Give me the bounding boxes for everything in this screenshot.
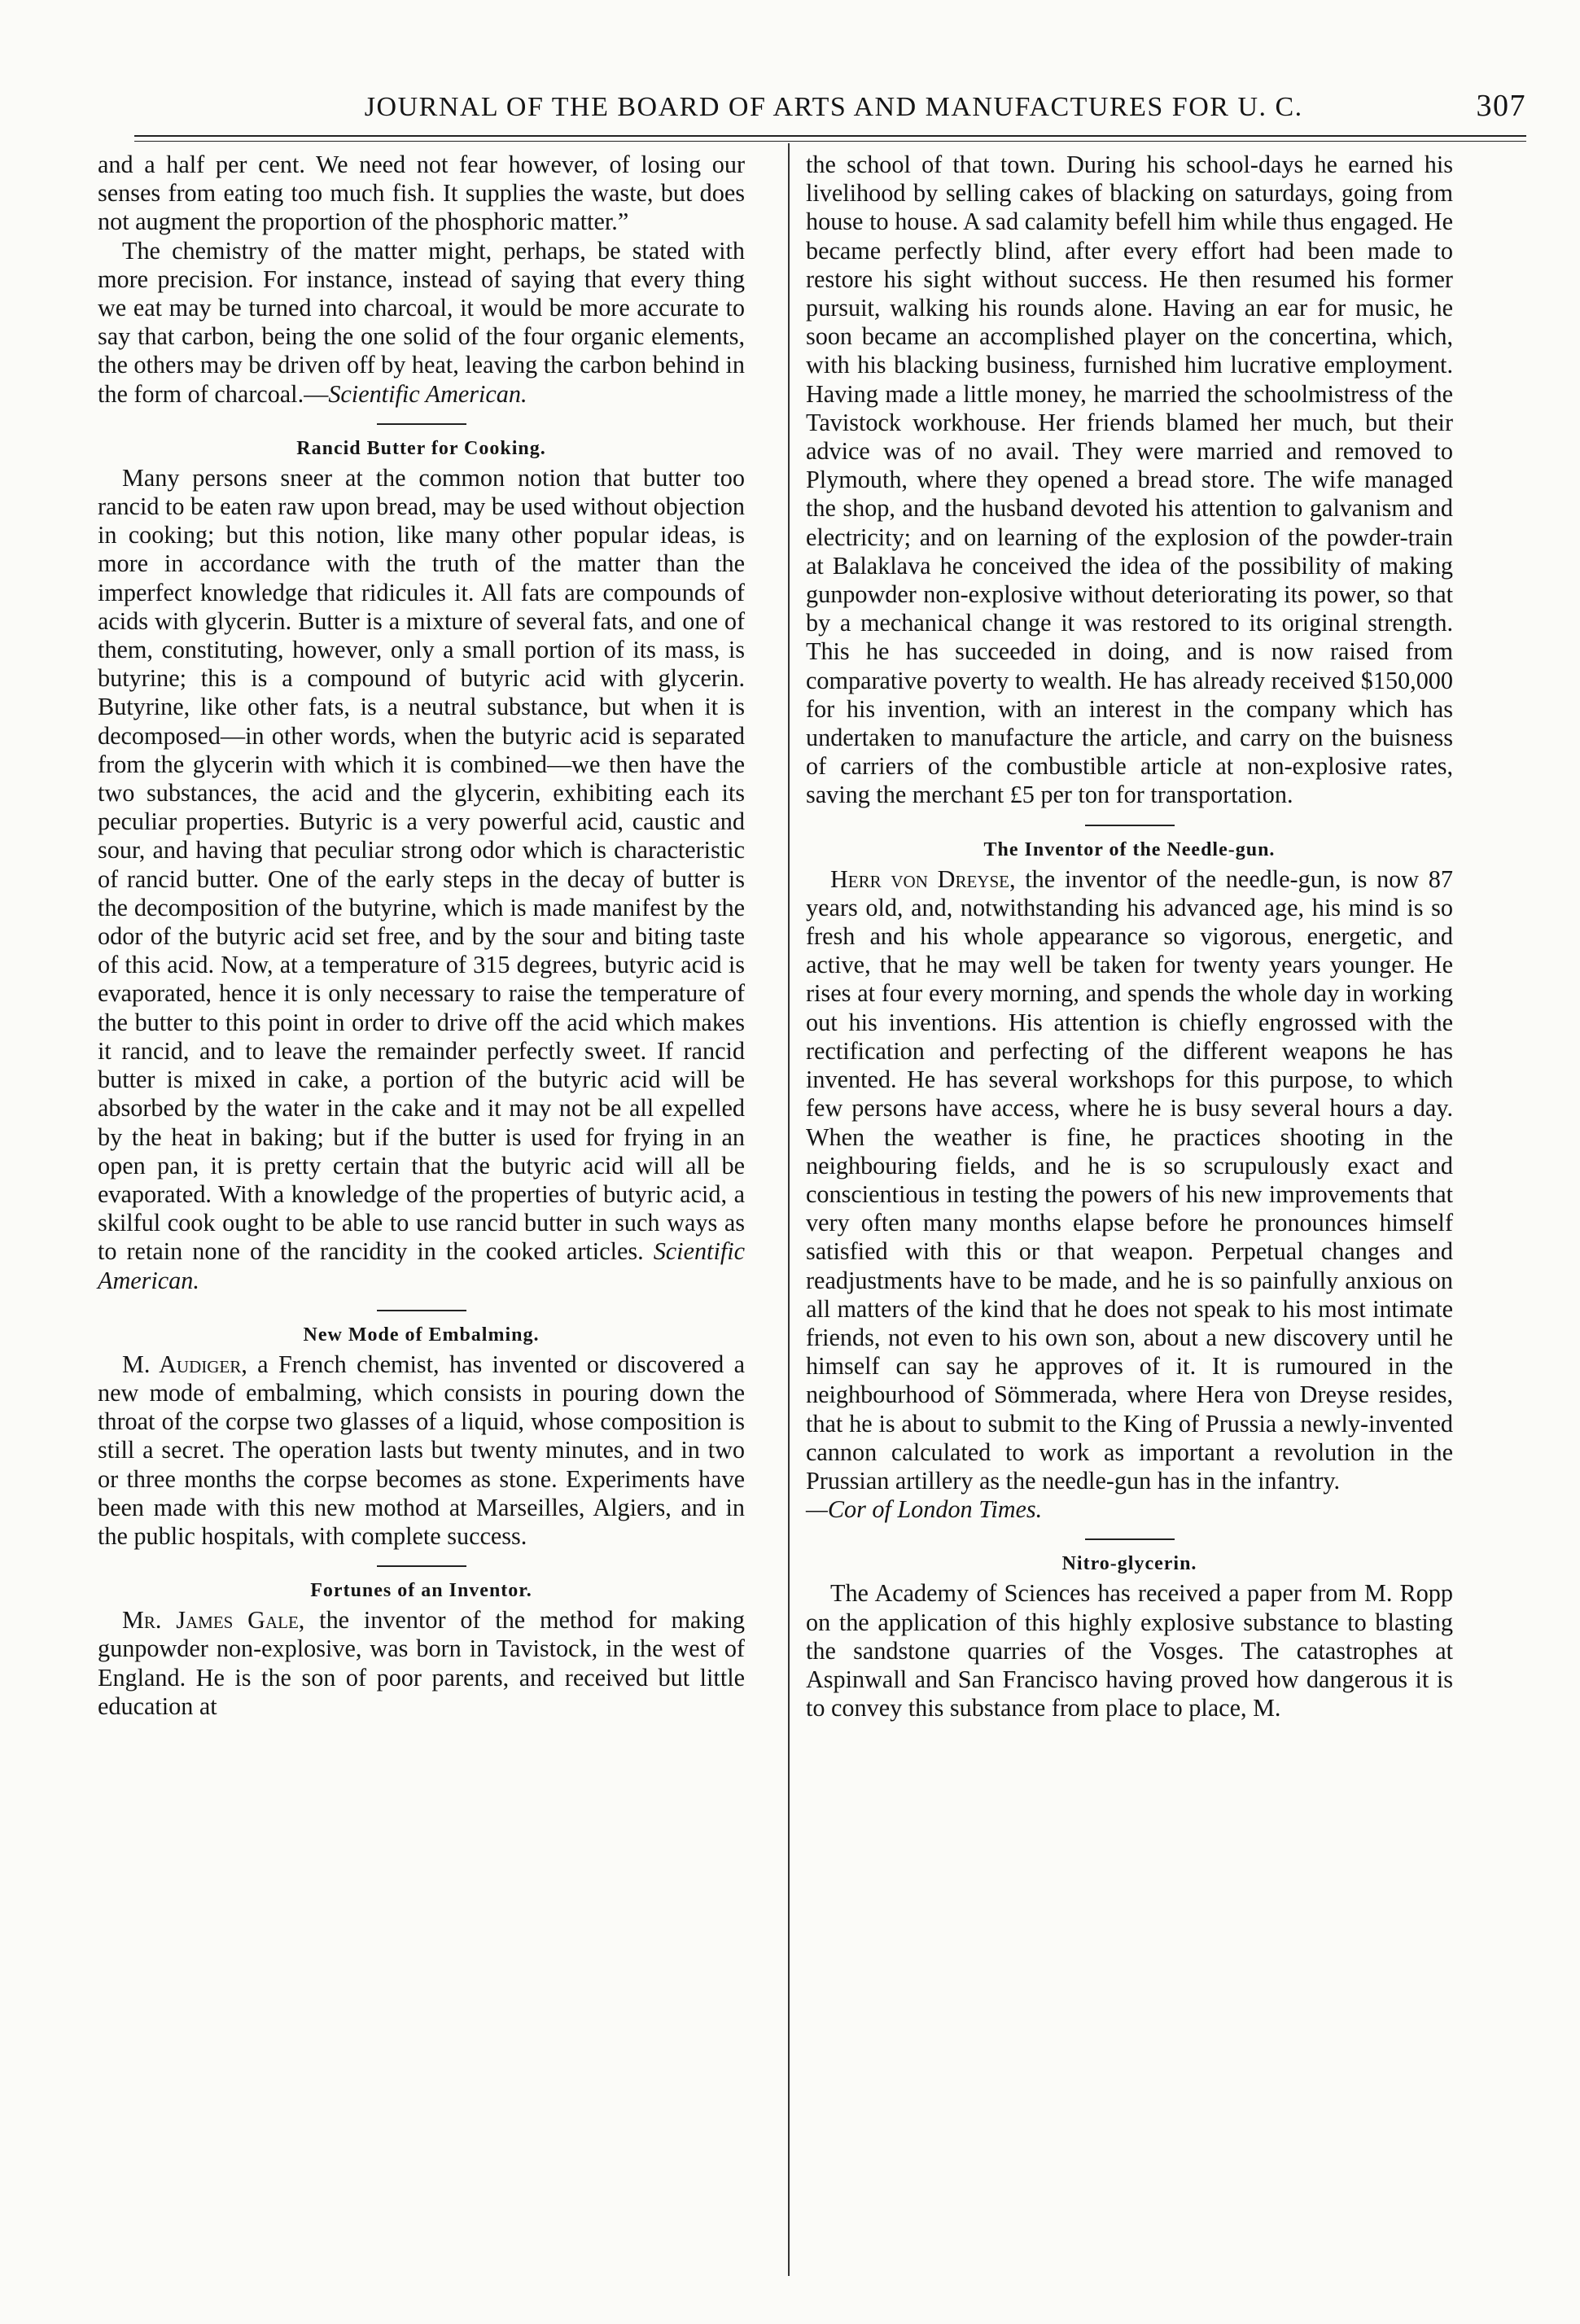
fish-article-end: and a half per cent. We need not fear however, of losing our senses from eating too much fish. It supplies the waste, but does not augment the proportion of the phosphoric matter.”	[98, 151, 745, 236]
section-separator	[1085, 825, 1175, 826]
chemistry-text: The chemistry of the matter might, perhaps, be stated with more precision. For instance, instead of saying that every thing we eat may be turned into charcoal, it would be more accurate to say that carbon, being the one solid of the four organic elements, the others may be driven off by heat, leaving the carbon behind in the form of charcoal.—	[98, 236, 745, 408]
fortunes-continued: the school of that town. During his school-days he earned his livelihood by selling cakes of blacking on saturdays, going from house to house. A sad calamity befell him while thus engaged. He became perfectly blind, after every effort had been made to restore his sight without success. He then resumed his former pursuit, walking his rounds alone. Having an ear for music, he soon became an accomplished player on the concertina, which, with his blacking business, furnished him lucrative employment. Having made a little money, he married the schoolmistress of the Tavistock workhouse. Her friends blamed her much, but their advice was of no avail. They were married and removed to Plymouth, where they opened a bread store. The wife managed the shop, and the husband devoted his attention to galvanism and electricity; and on learning of the explosion of the powder-train at Balaklava he conceived the idea of the possibility of making gunpowder non-explosive without deteriorating its power, so that by a mechanical change it was restored to its original strength. This he has succeeded in doing, and is now raised from comparative poverty to wealth. He has already received $150,000 for his invention, with an interest in the company which has undertaken to manufacture the article, and carry on the buisness of carriers of the combustible article at non-explosive rates, saving the merchant £5 per ton for transportation.	[806, 151, 1453, 809]
needle-gun-text: , the inventor of the needle-gun, is now 87 years old, and, notwithstanding his advanced age, his mind is so fresh and his whole appearance so vigorous, energetic, and active, that he may well be taken for twenty years younger. He rises at four every morning, and spends the whole day in working out his inventions. His attention is chiefly engrossed with the rectification and perfecting of the different weapons he has invented. He has several workshops for this purpose, to which few persons have access, where he is busy several hours a day. When the weather is fine, he practices shooting in the neighbouring fields, and he is so scrupulously exact and conscientious in testing the powers of his new improvements that very often many months elapse before he pronounces himself satisfied with this or that weapon. Perpetual changes and readjustments have to be made, and he is so painfully anxious on all matters of the kind that he does not speak to his most intimate friends, not even to his own son, about a new discovery until he himself can say he approves of it. It is rumoured in the neighbourhood of Sömmerada, where Hera von Dreyse resides, that he is about to submit to the King of Prussia a newly-invented cannon calculated to work as important a revolution in the Prussian artillery as the needle-gun has in the infantry.	[806, 864, 1453, 1495]
rancid-butter-source: Scientific American.	[98, 1237, 746, 1294]
heading-fortunes: Fortunes of an Inventor.	[310, 1580, 532, 1602]
needle-gun-name: Herr von Dreyse	[830, 864, 1009, 893]
rancid-butter-body	[98, 464, 745, 1295]
section-separator	[377, 423, 466, 425]
heading-nitro-glycerin: Nitro-glycerin.	[1061, 1553, 1197, 1575]
header-rule	[134, 135, 1526, 142]
chemistry-paragraph	[98, 237, 745, 409]
needle-gun-source: —Cor of London Times.	[806, 1495, 1043, 1524]
fortunes-body	[98, 1606, 745, 1721]
section-separator	[377, 1565, 466, 1567]
section-separator	[377, 1310, 466, 1311]
page-number: 307	[1476, 89, 1526, 123]
running-title: JOURNAL OF THE BOARD OF ARTS AND MANUFACTURES FOR U. C.	[364, 92, 1303, 122]
section-separator	[1085, 1538, 1175, 1540]
heading-rancid-butter: Rancid Butter for Cooking.	[296, 437, 546, 459]
embalming-text: , a French chemist, has invented or discovered a new mode of embalming, which consists in pouring down the throat of the corpse two glasses of a liquid, whose composition is still a secret. The operation lasts but twenty minutes, and in two or three months the corpse becomes as stone. Experiments have been made with this new mothod at Marseilles, Algiers, and in the public hospitals, with complete success.	[98, 1350, 745, 1550]
chemistry-source: Scientific American.	[328, 379, 527, 408]
left-column	[98, 151, 745, 1721]
needle-gun-body	[806, 865, 1453, 1525]
nitro-glycerin-body: The Academy of Sciences has received a paper from M. Ropp on the application of this highly explosive substance to blasting the sandstone quarries of the Vosges. The catastrophes at Aspinwall and San Francisco having proved how dangerous it is to convey this substance from place to place, M.	[806, 1579, 1453, 1722]
column-divider	[788, 143, 790, 2276]
right-column	[806, 151, 1453, 1722]
embalming-name: M. Audiger	[122, 1350, 242, 1378]
rancid-butter-text: Many persons sneer at the common notion that butter too rancid to be eaten raw upon bread, may be used without objection in cooking; but this notion, like many other popular ideas, is more in accordance with the truth of the matter than the imperfect knowledge that ridicules it. All fats are compounds of acids with glycerin. Butter is a mixture of several fats, and one of them, constituting, however, only a small portion of its mass, is butyrine; this is a compound of butyric acid with glycerin. Butyrine, like other fats, is a neutral substance, but when it is decomposed—in other words, when the butyric acid is separated from the glycerin with which it is combined—we then have the two substances, the acid and the glycerin, exhibiting each its peculiar properties. Butyric is a very powerful acid, caustic and sour, and having that peculiar strong odor which is characteristic of rancid butter. One of the early steps in the decay of butter is the decomposition of the butyrine, which is made manifest by the odor of the butyric acid set free, and by the sour and biting taste of this acid. Now, at a temperature of 315 degrees, butyric acid is evaporated, hence it is only necessary to raise the temperature of the butter to this point in order to drive off the acid which makes it rancid, and to leave the remainder perfectly sweet. If rancid butter is mixed in cake, a portion of the butyric acid will be absorbed by the water in the cake and it may not be all expelled by the heat in baking; but if the butter is used for frying in an open pan, it is pretty certain that the butyric acid will all be evaporated. With a knowledge of the properties of butyric acid, a skilful cook ought to be able to use rancid butter in such ways as to retain none of the rancidity in the cooked articles.	[98, 463, 745, 1266]
heading-embalming: New Mode of Embalming.	[303, 1324, 540, 1346]
fortunes-name: Mr. James Gale	[122, 1606, 299, 1635]
running-header	[94, 88, 1526, 127]
heading-needle-gun: The Inventor of the Needle-gun.	[983, 838, 1276, 860]
fortunes-text: , the inventor of the method for making gunpowder non-explosive, was born in Tavistock, in the west of England. He is the son of poor parents, and received but little education at	[98, 1606, 746, 1720]
embalming-body	[98, 1350, 745, 1551]
